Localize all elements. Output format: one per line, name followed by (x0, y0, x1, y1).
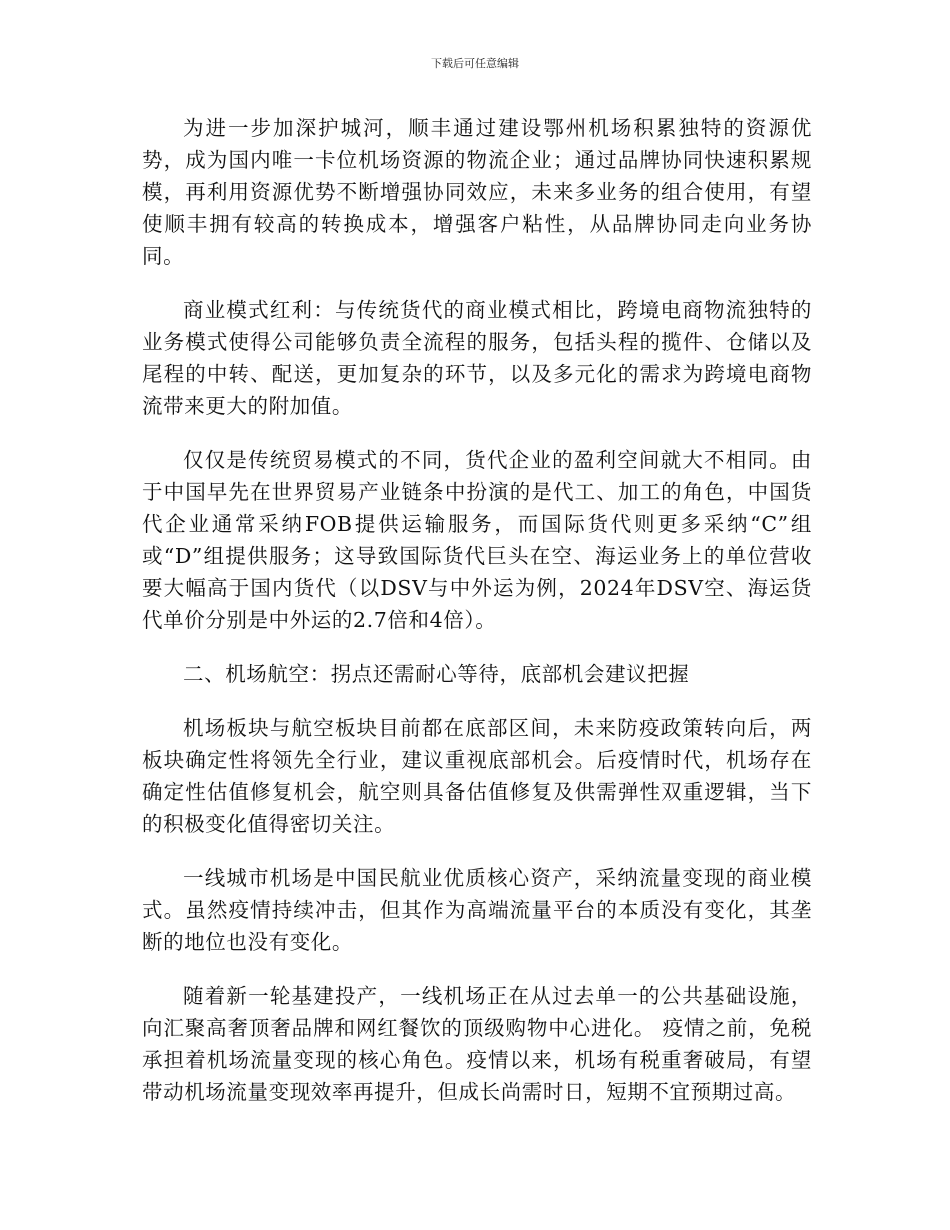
paragraph-tier1-airports: 一线城市机场是中国民航业优质核心资产，采纳流量变现的商业模式。虽然疫情持续冲击，但其作为高端流量平台的本质没有变化，其垄断的地位也没有变化。 (142, 866, 812, 954)
page-header: 下载后可任意编辑 (431, 57, 519, 70)
section-heading-airport-aviation: 二、机场航空：拐点还需耐心等待，底部机会建议把握 (183, 662, 690, 686)
paragraph-business-model: 商业模式红利：与传统货代的商业模式相比，跨境电商物流独特的业务模式使得公司能够负责全流程的服务，包括头程的揽件、仓储以及尾程的中转、配送，更加复杂的环节，以及多元化的需求为跨境电商物流带来更大的附加值。 (142, 298, 812, 418)
document-body (142, 112, 812, 1130)
paragraph-shunfeng-moat: 为进一步加深护城河，顺丰通过建设鄂州机场积累独特的资源优势，成为国内唯一卡位机场资源的物流企业；通过品牌协同快速积累规模，再利用资源优势不断增强协同效应，未来多业务的组合使用，有望使顺丰拥有较高的转换成本，增强客户粘性，从品牌协同走向业务协同。 (142, 116, 812, 268)
paragraph-airport-sector: 机场板块与航空板块目前都在底部区间，未来防疫政策转向后，两板块确定性将领先全行业，建议重视底部机会。后疫情时代，机场存在确定性估值修复机会，航空则具备估值修复及供需弹性双重逻辑，当下的积极变化值得密切关注。 (142, 716, 812, 836)
paragraph-infrastructure: 随着新一轮基建投产，一线机场正在从过去单一的公共基础设施，向汇聚高奢顶奢品牌和网红餐饮的顶级购物中心进化。 疫情之前，免税承担着机场流量变现的核心角色。疫情以来，机场有税重奢破局，有望带动机场流量变现效率再提升，但成长尚需时日，短期不宜预期过高。 (142, 984, 812, 1104)
paragraph-trade-mode: 仅仅是传统贸易模式的不同，货代企业的盈利空间就大不相同。由于中国早先在世界贸易产业链条中扮演的是代工、加工的角色，中国货代企业通常采纳FOB提供运输服务，而国际货代则更多采纳“C”组或“D”组提供服务；这导致国际货代巨头在空、海运业务上的单位营收要大幅高于国内货代（以DSV与中外运为例，2024年DSV空、海运货代单价分别是中外运的2.7倍和4倍）。 (142, 448, 812, 632)
